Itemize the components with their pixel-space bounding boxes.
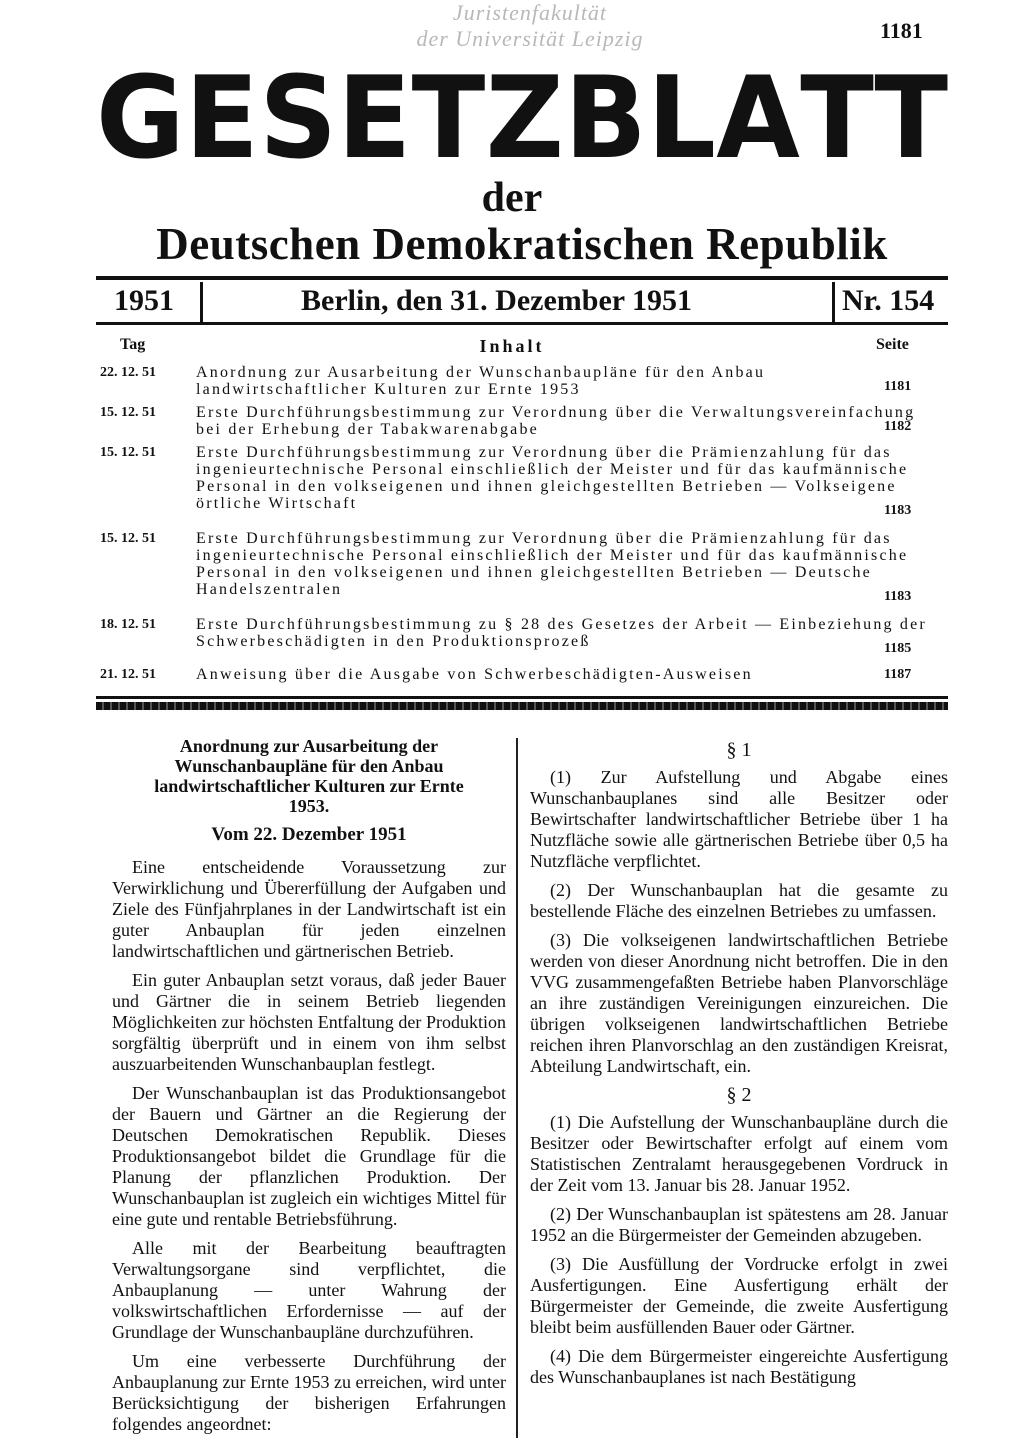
toc-col-page: Seite [876, 336, 909, 353]
body-paragraph: (1) Zur Aufstellung und Abgabe eines Wunschanbauplanes sind alle Besitzer oder Bewirtschafter landwirtschaftlicher Betriebe über 1 ha Nutzfläche sowie alle gärtnerischen Betriebe über 0,5 ha Nutzfläche verpflichtet. [530, 767, 948, 871]
toc-entry-date: 15. 12. 51 [100, 531, 156, 546]
masthead-letter: B [564, 52, 647, 185]
dateline-divider [200, 282, 203, 324]
toc-entry-page: 1185 [884, 641, 912, 656]
ordinance-title: Anordnung zur Ausarbeitung der Wunschanbaupläne für den Anbau landwirtschaftlicher Kulturen zur Ernte 1953. [154, 736, 464, 816]
masthead-der: der [481, 175, 543, 221]
dateline-year: 1951 [114, 284, 174, 317]
toc-entry [100, 444, 948, 528]
ordinance-date: Vom 22. Dezember 1951 [211, 824, 407, 845]
dateline-number: Nr. 154 [842, 284, 935, 317]
stamp-line-2: der Universität Leipzig [416, 26, 644, 51]
toc-entry-page: 1183 [884, 589, 912, 604]
body-paragraph: (4) Die dem Bürgermeister eingereichte Ausfertigung des Wunschanbauplanes ist nach Bestätigung [530, 1346, 948, 1387]
body-paragraph: Eine entscheidende Voraussetzung zur Verwirklichung und Übererfüllung der Aufgaben und Ziele des Fünfjahrplanes in der Landwirtschaft ist ein guter Anbauplan für jeden einzelnen landwirtschaftlichen und gärtnerischen Betrieb. [112, 857, 506, 961]
body-paragraph: (2) Der Wunschanbauplan hat die gesamte zu bestellende Fläche des einzelnen Betriebes zu umfassen. [530, 880, 948, 921]
toc-entry-title: Erste Durchführungsbestimmung zur Verordnung über die Prämienzahlung für das ingenieurtechnische Personal einschließlich der Meister und für das kaufmännische Personal in den volkseigenen und ihnen gleichgestellten Betrieben — Volkseigene örtliche Wirtschaft [196, 444, 909, 512]
toc-entry-page: 1181 [884, 379, 912, 394]
dateline [96, 280, 948, 324]
masthead-title [96, 52, 948, 185]
toc-entry [100, 530, 948, 614]
toc-col-day: Tag [120, 336, 146, 353]
toc-entry [100, 404, 948, 440]
section-heading: § 1 [726, 739, 752, 761]
body-paragraph: Um eine verbesserte Durchführung der Anbauplanung zur Ernte 1953 zu erreichen, wird unter Berücksichtigung der bisherigen Erfahrungen folgendes angeordnet: [112, 1351, 506, 1434]
toc-entry [100, 364, 948, 400]
body-paragraph: Ein guter Anbauplan setzt voraus, daß jeder Bauer und Gärtner die in seinem Betrieb liegenden Möglichkeiten zur höchsten Entfaltung der Produktion sorgfältig überprüft und in einem von ihm selbst auszuarbeitenden Wunschanbauplan festlegt. [112, 970, 506, 1074]
toc-entry-page: 1187 [884, 667, 912, 682]
toc-entry-title: Anweisung über die Ausgabe von Schwerbeschädigten-Ausweisen [196, 666, 753, 683]
body-paragraph: (2) Der Wunschanbauplan ist spätestens am 28. Januar 1952 an die Bürgermeister der Gemeinden abzugeben. [530, 1204, 948, 1245]
toc-entry-title: Erste Durchführungsbestimmung zur Verordnung über die Verwaltungsvereinfachung bei der Erhebung der Tabakwarenabgabe [196, 404, 916, 438]
toc-entry-page: 1183 [884, 503, 912, 518]
contents-rule [96, 696, 948, 699]
dateline-place-date: Berlin, den 31. Dezember 1951 [301, 284, 693, 317]
body-paragraph: Der Wunschanbauplan ist das Produktionsangebot der Bauern und Gärtner an die Regierung der Deutschen Demokratischen Republik. Dieses Produktionsangebot bildet die Grundlage für die Planung der pflanzlichen Produktion. Der Wunschanbauplan ist zugleich ein wichtiges Mittel für eine gute und rentable Betriebsführung. [112, 1083, 506, 1229]
masthead-letter: T [800, 52, 874, 185]
toc-entry [100, 616, 948, 664]
left-column [112, 736, 506, 1443]
toc-entry-date: 15. 12. 51 [100, 445, 156, 460]
body-paragraph: (1) Die Aufstellung der Wunschanbaupläne durch die Besitzer oder Bewirtschafter erfolgt auf einem vom Statistischen Zentralamt herausgegebenen Vordruck in der Zeit vom 13. Januar bis 28. Januar 1952. [530, 1112, 948, 1195]
page-number: 1181 [880, 18, 923, 43]
masthead-letter: E [185, 52, 259, 185]
body-paragraph: Alle mit der Bearbeitung beauftragten Verwaltungsorgane sind verpflichtet, die Anbauplanung — unter Wahrung der volkswirtschaftlichen Erfordernisse — auf der Grundlage der Wunschanbaupläne durchzuführen. [112, 1238, 506, 1342]
toc-entry-date: 22. 12. 51 [100, 365, 156, 380]
toc-entry [100, 666, 948, 686]
masthead-letter: A [716, 52, 800, 185]
masthead-letter: Z [485, 52, 564, 185]
body-paragraph: (3) Die volkseigenen landwirtschaftlichen Betriebe werden von dieser Anordnung nicht betroffen. Die in den VVG zusammengefaßten Betriebe haben Planvorschläge an ihre zuständigen Vereinigungen einzureichen. Die übrigen volkseigenen landwirtschaftlichen Betriebe reichen ihren Planvorschlag an den zuständigen Kreisrat, Abteilung Landwirtschaft, ein. [530, 930, 948, 1076]
body-paragraph: (3) Die Ausfüllung der Vordrucke erfolgt in zwei Ausfertigungen. Eine Ausfertigung erhält der Bürgermeister der Gemeinde, die zweite Ausfertigung bleibt beim ausfüllenden Bauer oder Gärtner. [530, 1254, 948, 1337]
masthead-letter: L [647, 52, 716, 185]
toc-entry-date: 18. 12. 51 [100, 617, 156, 632]
toc-entry-page: 1182 [884, 419, 912, 434]
stamp-line-1: Juristenfakultät [452, 0, 608, 25]
masthead-letter: T [874, 52, 948, 185]
dateline-divider [832, 282, 835, 324]
contents-rule-heavy [96, 702, 948, 710]
masthead-letter: T [411, 52, 486, 185]
masthead-letter: S [259, 52, 338, 185]
toc-entry-title: Erste Durchführungsbestimmung zu § 28 des Gesetzes der Arbeit — Einbeziehung der Schwerbeschädigten in den Produktionsprozeß [196, 616, 927, 650]
dateline-bottom-rule [96, 322, 948, 325]
section-heading: § 2 [726, 1084, 752, 1106]
right-column [530, 736, 948, 1396]
masthead-republic: Deutschen Demokratischen Republik [156, 219, 888, 269]
toc-entry-date: 15. 12. 51 [100, 405, 156, 420]
toc-entry-title: Erste Durchführungsbestimmung zur Verordnung über die Prämienzahlung für das ingenieurtechnische Personal einschließlich der Meister und für das kaufmännische Personal in den volkseigenen und ihnen gleichgestellten Betrieben — Deutsche Handelszentralen [196, 530, 909, 598]
toc-entry-date: 21. 12. 51 [100, 667, 156, 682]
masthead-letter: G [96, 52, 185, 185]
toc-entry-title: Anordnung zur Ausarbeitung der Wunschanbaupläne für den Anbau landwirtschaftlicher Kulturen zur Ernte 1953 [196, 364, 766, 398]
toc-heading: Inhalt [479, 336, 545, 356]
column-divider [516, 738, 518, 1438]
masthead-letter: E [337, 52, 412, 185]
